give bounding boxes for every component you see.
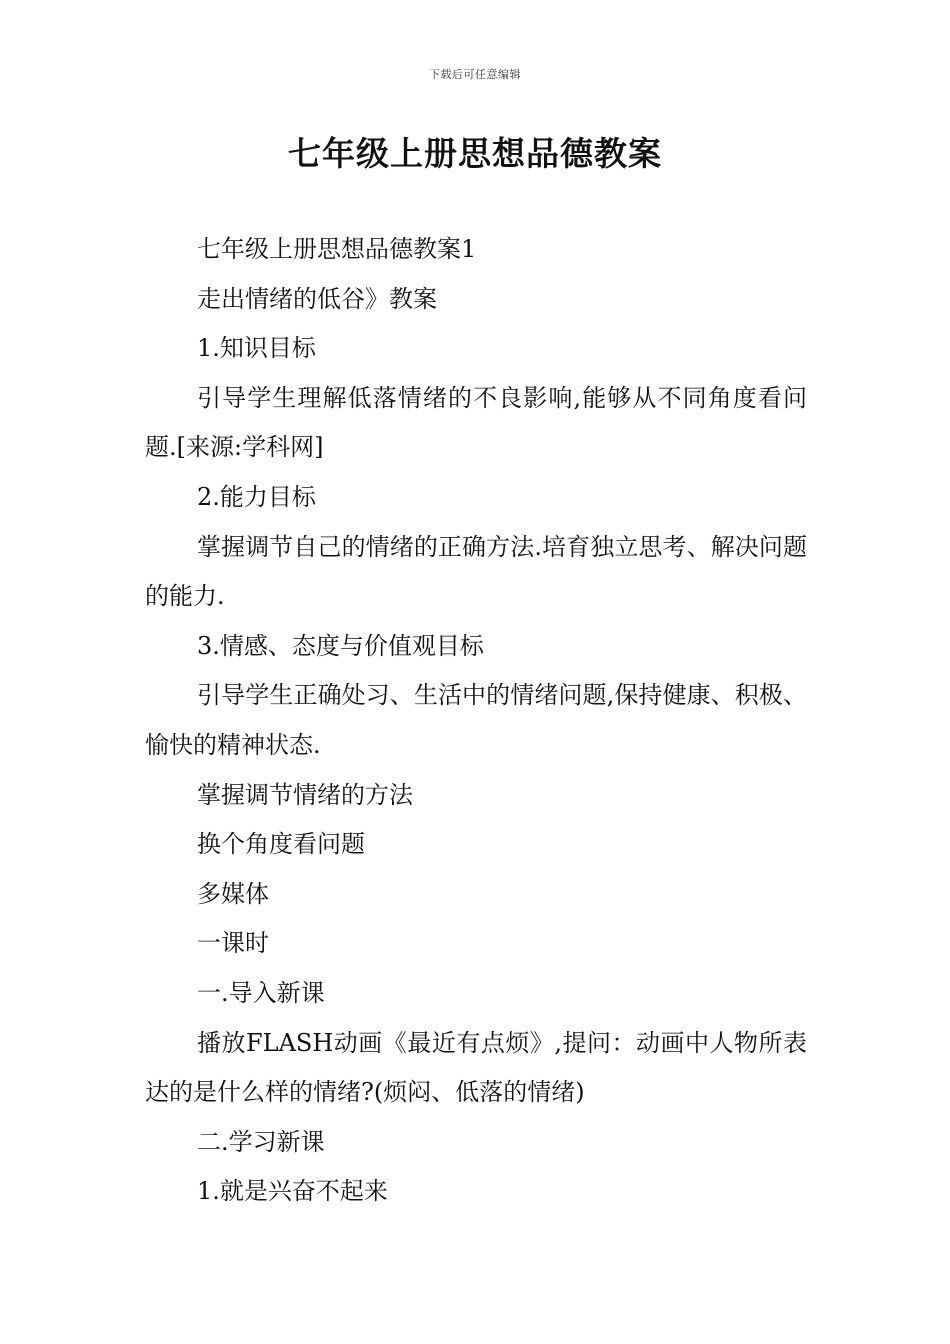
paragraph-section-learn: 二.学习新课 [197, 1127, 325, 1156]
paragraph-learn-point-1: 1.就是兴奋不起来 [197, 1177, 388, 1206]
paragraph-ability-goal-heading: 2.能力目标 [197, 482, 316, 511]
paragraph-section-intro: 一.导入新课 [197, 978, 325, 1007]
paragraph-knowledge-goal: 引导学生理解低落情绪的不良影响,能够从不同角度看问题.[来源:学科网] [145, 383, 807, 462]
paragraph-emotion-goal-heading: 3.情感、态度与价值观目标 [197, 631, 484, 660]
paragraph-lesson-title: 走出情绪的低谷》教案 [197, 284, 437, 313]
header-note: 下载后可任意编辑 [429, 68, 521, 81]
paragraph-key-point: 掌握调节情绪的方法 [197, 780, 413, 809]
paragraph-media: 多媒体 [197, 879, 269, 908]
paragraph-ability-goal: 掌握调节自己的情绪的正确方法.培育独立思考、解决问题的能力. [145, 532, 807, 611]
paragraph-knowledge-goal-heading: 1.知识目标 [197, 334, 316, 363]
document-body [145, 225, 807, 1217]
paragraph-difficulty: 换个角度看问题 [197, 830, 365, 859]
paragraph-intro-activity: 播放FLASH动画《最近有点烦》,提问：动画中人物所表达的是什么样的情绪?(烦闷、低落的情绪) [145, 1028, 807, 1107]
paragraph-lesson-heading: 七年级上册思想品德教案1 [197, 235, 477, 263]
paragraph-emotion-goal: 引导学生正确处习、生活中的情绪问题,保持健康、积极、愉快的精神状态. [145, 681, 807, 759]
paragraph-duration: 一课时 [197, 929, 269, 958]
document-title: 七年级上册思想品德教案 [288, 134, 662, 173]
